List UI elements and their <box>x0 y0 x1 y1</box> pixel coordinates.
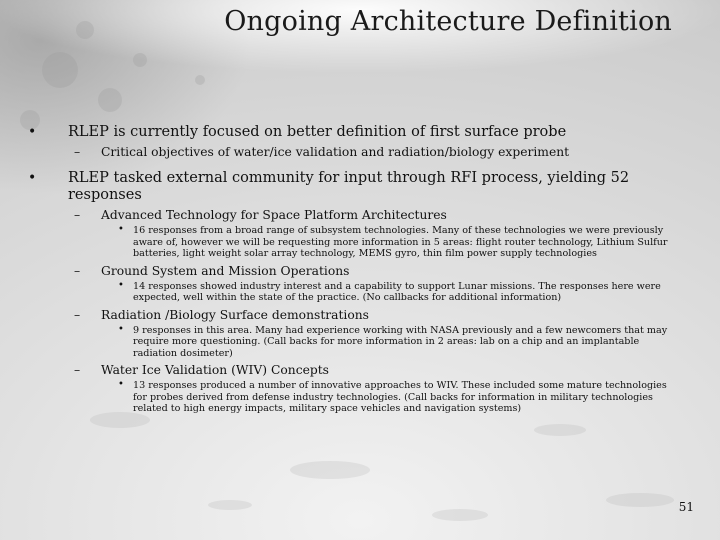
bullet-glyph: • <box>118 323 124 335</box>
bullet-glyph: • <box>118 279 124 291</box>
sub-bullet-text: Ground System and Mission Operations <box>101 263 350 278</box>
bullet-glyph: • <box>28 124 37 140</box>
bullet-text: RLEP is currently focused on better definition of first surface probe <box>68 124 567 140</box>
sub-bullet <box>28 308 680 323</box>
dash-glyph: – <box>74 208 81 222</box>
page-title: Ongoing Architecture Definition <box>224 6 672 37</box>
sub-bullet <box>28 264 680 279</box>
dash-glyph: – <box>74 307 81 322</box>
bullet-glyph: • <box>118 379 124 390</box>
detail-text: 16 responses from a broad range of subsystem technologies. Many of these technologies we were previously aware of, however we will be requesting more information in 5 areas: flight router technology, Lithium Sulfur batteries, light weight solar array technology, MEMS gyro, thin film power supply technologies <box>133 225 668 259</box>
bullet-glyph: • <box>28 170 37 186</box>
dash-glyph: – <box>74 363 81 377</box>
bullet-list <box>28 124 680 418</box>
bullet-text: RLEP tasked external community for input through RFI process, yielding 52 responses <box>68 170 630 203</box>
sub-bullet <box>28 145 680 160</box>
detail-bullet <box>28 325 680 360</box>
detail-bullet <box>28 225 680 260</box>
sub-bullet <box>28 208 680 223</box>
bullet-2 <box>28 170 680 204</box>
bullet-glyph: • <box>118 224 124 235</box>
sub-bullet-text: Radiation /Biology Surface demonstrations <box>101 307 369 322</box>
sub-bullet-text: Water Ice Validation (WIV) Concepts <box>101 363 329 377</box>
dash-glyph: – <box>74 145 81 159</box>
detail-text: 13 responses produced a number of innovative approaches to WIV. These included some mature technologies for probes derived from defense industry technologies. (Call backs for information in military technologies related to high energy impacts, military space vehicles and navigation systems) <box>133 380 667 414</box>
sub-bullet-text: Critical objectives of water/ice validation and radiation/biology experiment <box>101 145 570 159</box>
dash-glyph: – <box>74 263 81 278</box>
sub-bullet-text: Advanced Technology for Space Platform Architectures <box>101 208 447 222</box>
detail-bullet <box>28 380 680 415</box>
sub-bullet <box>28 363 680 378</box>
detail-bullet <box>28 281 680 304</box>
detail-text: 9 responses in this area. Many had experience working with NASA previously and a few newcomers that may require more questioning. (Call backs for more information in 2 areas: lab on a chip and an implantable radiation dosimeter) <box>133 324 668 359</box>
page-number: 51 <box>678 500 694 514</box>
bullet-1 <box>28 124 680 141</box>
detail-text: 14 responses showed industry interest and a capability to support Lunar missions. The responses here were expected, well within the state of the practice. (No callbacks for additional information) <box>133 280 661 303</box>
